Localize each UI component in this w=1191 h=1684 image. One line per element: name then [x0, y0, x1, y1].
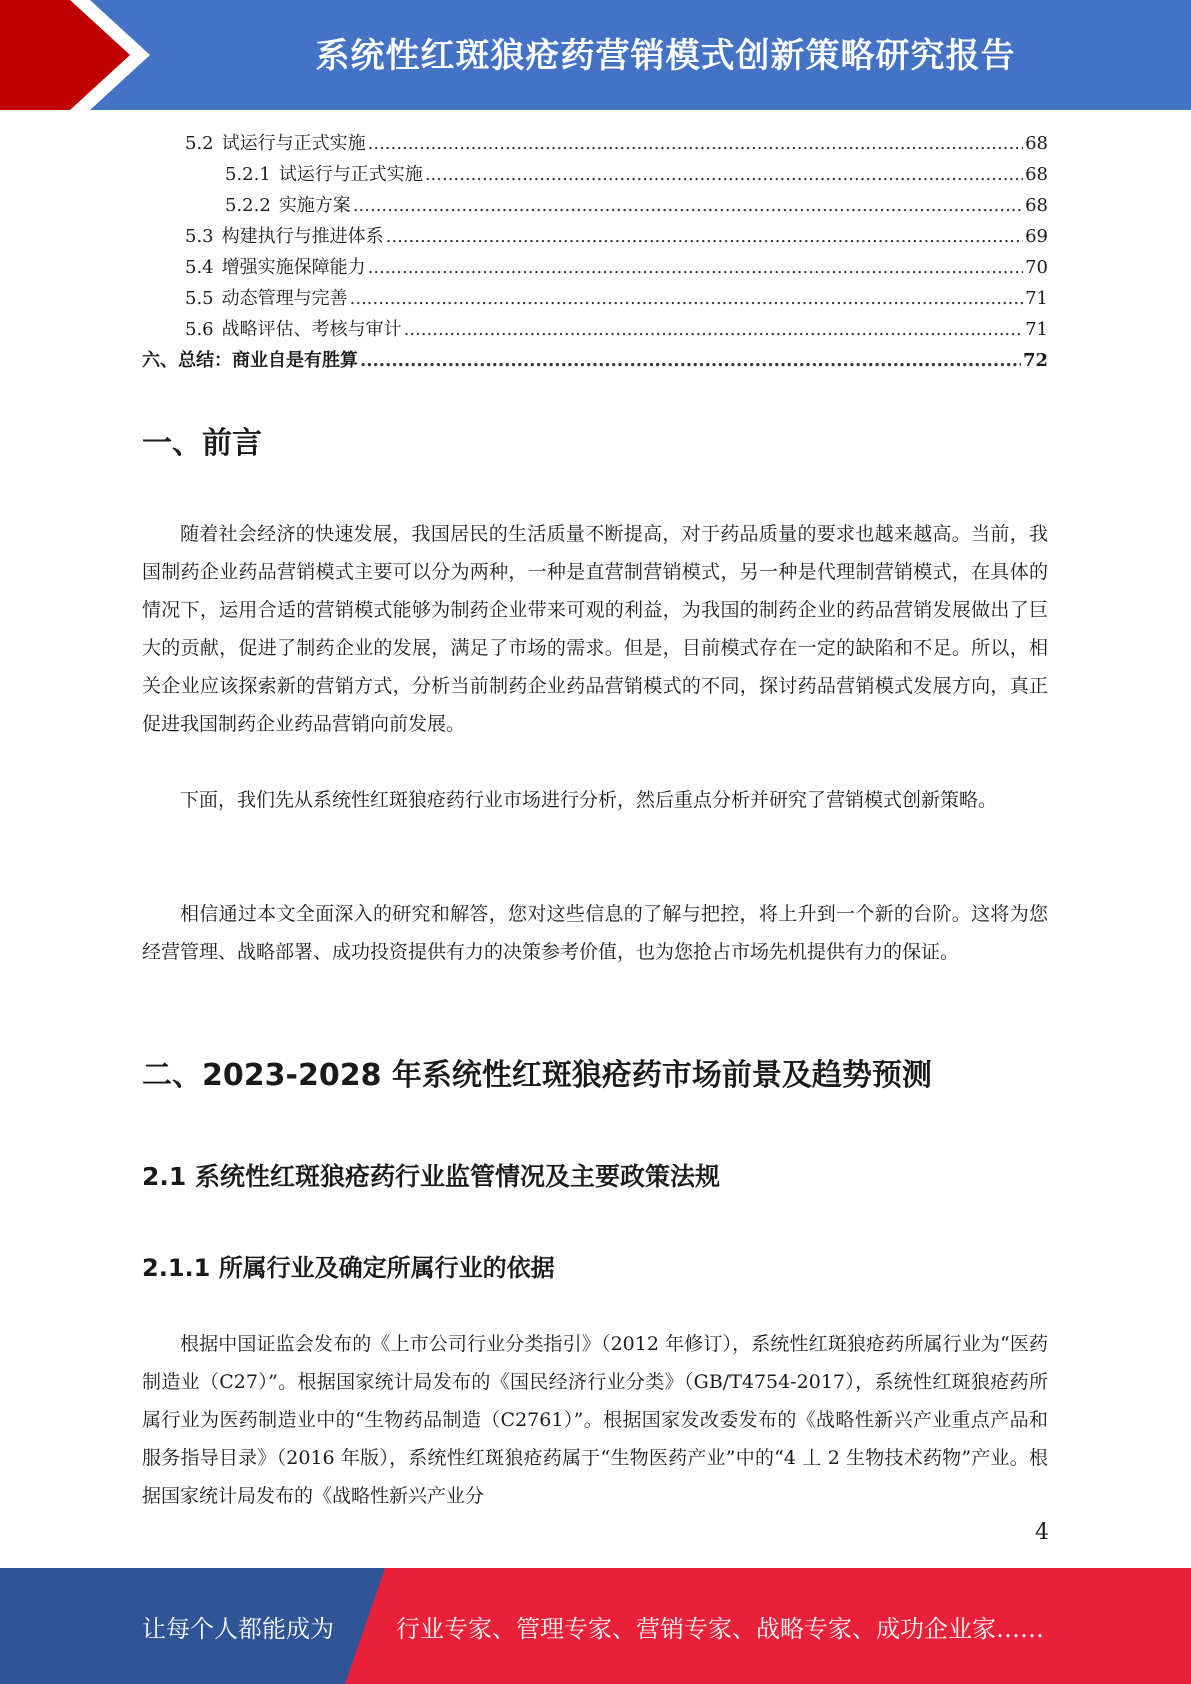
toc-entry-title: 六、总结：商业自是有胜算 [142, 350, 358, 371]
toc-entry[interactable] [142, 128, 1048, 159]
toc-entry[interactable] [142, 345, 1048, 376]
toc-entry-page: 68 [1025, 195, 1048, 216]
toc-entry[interactable] [142, 190, 1048, 221]
footer-slogan-right: 行业专家、管理专家、营销专家、战略专家、成功企业家…… [396, 1614, 1044, 1643]
toc-entry-title: 试运行与正式实施 [221, 133, 366, 154]
toc-entry-page: 68 [1025, 164, 1048, 185]
toc-entry-page: 68 [1025, 133, 1048, 154]
toc-entry-page: 71 [1025, 288, 1048, 309]
page-footer [0, 1568, 1191, 1684]
toc-entry-number: 5.2.2 [225, 195, 271, 216]
toc-entry[interactable] [142, 159, 1048, 190]
toc-leader-dots [350, 283, 1023, 314]
toc-entry-page: 71 [1025, 319, 1048, 340]
toc-entry-number: 5.6 [185, 319, 214, 340]
toc-entry-title: 增强实施保障能力 [221, 257, 366, 278]
paragraph: 相信通过本文全面深入的研究和解答，您对这些信息的了解与把控，将上升到一个新的台阶。这将为您经营管理、战略部署、成功投资提供有力的决策参考价值，也为您抢占市场先机提供有力的保证。 [142, 903, 1048, 963]
page-header [0, 0, 1191, 110]
paragraph: 根据中国证监会发布的《上市公司行业分类指引》（2012 年修订），系统性红斑狼疮药所属行业为“医药制造业（C27）”。根据国家统计局发布的《国民经济行业分类》（GB/T4754-2017），系统性红斑狼疮药所属行业为医药制造业中的“生物药品制造（C2761）”。根据国家发改委发布的《战略性新兴产业重点产品和服务指导目录》（2016 年版），系统性红斑狼疮药属于“生物医药产业”中的“4 丄 2 生物技术药物”产业。根据国家统计局发布的《战略性新兴产业分 [142, 1333, 1048, 1507]
toc-entry-title: 战略评估、考核与审计 [221, 319, 402, 340]
toc-leader-dots [353, 190, 1023, 221]
toc-entry-page: 72 [1022, 350, 1048, 371]
toc-leader-dots [368, 252, 1023, 283]
section-heading-preface: 一、前言 [142, 426, 262, 461]
paragraph: 随着社会经济的快速发展，我国居民的生活质量不断提高，对于药品质量的要求也越来越高。当前，我国制药企业药品营销模式主要可以分为两种，一种是直营制营销模式，另一种是代理制营销模式，在具体的情况下，运用合适的营销模式能够为制药企业带来可观的利益，为我国的制药企业的药品营销发展做出了巨大的贡献，促进了制药企业的发展，满足了市场的需求。但是，目前模式存在一定的缺陷和不足。所以，相关企业应该探索新的营销方式，分析当前制药企业药品营销模式的不同，探讨药品营销模式发展方向，真正促进我国制药企业药品营销向前发展。 [142, 523, 1048, 735]
toc-entry-number: 5.5 [185, 288, 214, 309]
toc-leader-dots [360, 345, 1021, 376]
toc-entry-number: 5.2.1 [225, 164, 271, 185]
toc-entry-page: 69 [1025, 226, 1048, 247]
toc-entry-number: 5.4 [185, 257, 214, 278]
toc-entry[interactable] [142, 252, 1048, 283]
section-heading-market-forecast: 二、2023-2028 年系统性红斑狼疮药市场前景及趋势预测 [142, 1058, 932, 1093]
toc-entry-page: 70 [1025, 257, 1048, 278]
subsection-heading: 2.1 系统性红斑狼疮药行业监管情况及主要政策法规 [142, 1162, 720, 1191]
toc-entry-title: 动态管理与完善 [221, 288, 348, 309]
toc-entry-number: 5.2 [185, 133, 214, 154]
toc-entry[interactable] [142, 314, 1048, 345]
toc-entry-title: 实施方案 [278, 195, 351, 216]
toc-leader-dots [425, 159, 1023, 190]
table-of-contents [142, 128, 1048, 376]
toc-entry[interactable] [142, 283, 1048, 314]
toc-entry-title: 构建执行与推进体系 [221, 226, 384, 247]
footer-slogan-left: 让每个人都能成为 [142, 1614, 334, 1643]
toc-leader-dots [404, 314, 1023, 345]
page-content [142, 128, 1048, 1507]
toc-leader-dots [386, 221, 1023, 252]
page-number: 4 [1035, 1520, 1049, 1545]
paragraph: 下面，我们先从系统性红斑狼疮药行业市场进行分析，然后重点分析并研究了营销模式创新策略。 [180, 789, 998, 811]
toc-leader-dots [368, 128, 1023, 159]
subsection-heading: 2.1.1 所属行业及确定所属行业的依据 [142, 1254, 555, 1282]
toc-entry-number: 5.3 [185, 226, 214, 247]
report-title: 系统性红斑狼疮药营销模式创新策略研究报告 [315, 35, 1016, 76]
toc-entry[interactable] [142, 221, 1048, 252]
toc-entry-title: 试运行与正式实施 [278, 164, 423, 185]
